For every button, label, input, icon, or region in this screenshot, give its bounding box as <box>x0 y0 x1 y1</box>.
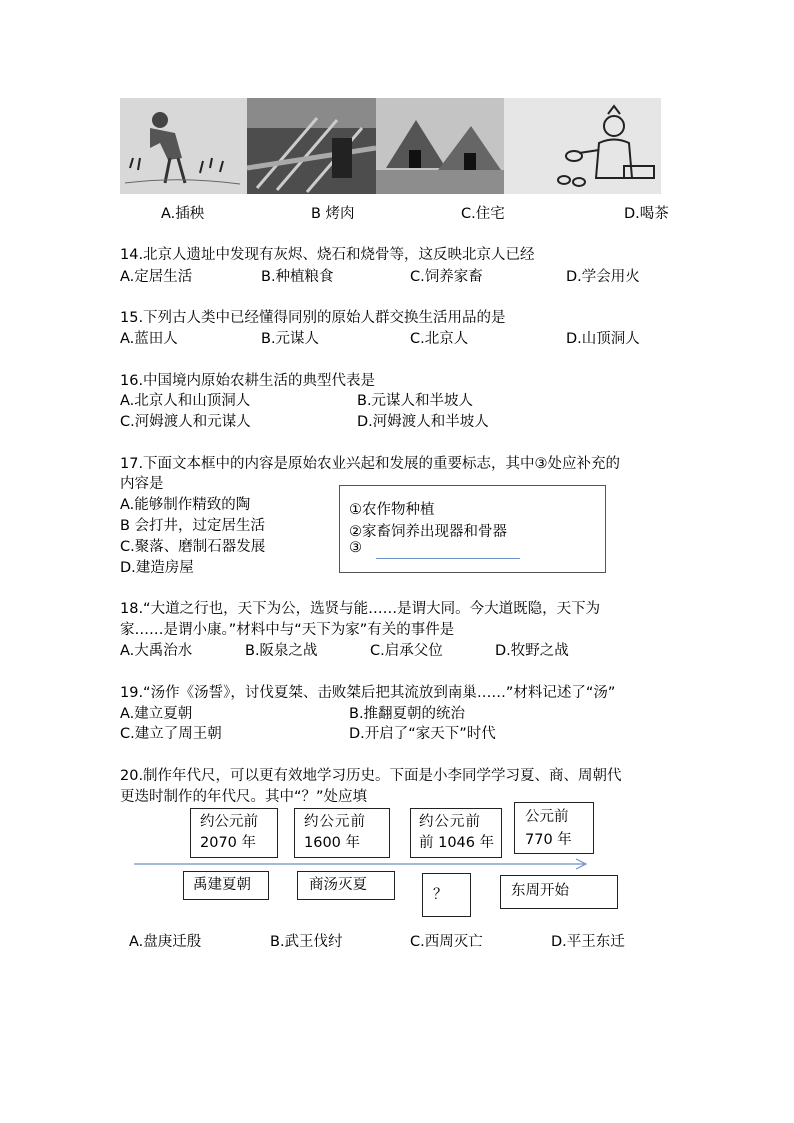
q17-blank-line <box>376 558 520 559</box>
question-16-stem: 16.中国境内原始农耕生活的典型代表是 <box>120 373 376 389</box>
question-17-stem-line1: 17.下面文本框中的内容是原始农业兴起和发展的重要标志，其中③处应补充的 <box>120 456 621 472</box>
q15-option-b: B.元谋人 <box>261 331 320 347</box>
q18-option-c: C.启承父位 <box>370 643 443 659</box>
q18-option-a: A.大禹治水 <box>120 643 193 659</box>
q14-option-c: C.饲养家畜 <box>410 269 483 285</box>
question-14-stem: 14.北京人遗址中发现有灰烬、烧石和烧骨等，这反映北京人已经 <box>120 247 535 263</box>
q19-option-a: A.建立夏朝 <box>120 706 193 722</box>
question-18-stem-line1: 18.“大道之行也，天下为公，选贤与能……是谓大同。今大道既隐，天下为 <box>120 601 601 617</box>
date-2-line2: 1600 年 <box>304 835 361 851</box>
q19-option-b: B.推翻夏朝的统治 <box>349 706 466 722</box>
date-4-line1: 公元前 <box>525 809 569 825</box>
q20-option-d: D.平王东迁 <box>551 934 625 950</box>
q19-option-c: C.建立了周王朝 <box>120 726 222 742</box>
q17-box-line-3: ③ <box>349 540 362 556</box>
q17-option-a: A.能够制作精致的陶 <box>120 497 251 513</box>
q19-option-d: D.开启了“家天下”时代 <box>349 726 496 742</box>
timeline-date-box-1 <box>190 808 278 858</box>
date-3-line1: 约公元前 <box>419 814 481 830</box>
q17-option-d: D.建造房屋 <box>120 560 194 576</box>
q17-box-line-2: ②家畜饲养出现器和骨器 <box>349 524 507 540</box>
date-2-line1: 约公元前 <box>304 814 366 830</box>
q16-option-c: C.河姆渡人和元谋人 <box>120 414 251 430</box>
timeline-date-box-3 <box>410 808 502 858</box>
timeline-arrow <box>134 857 594 871</box>
q15-option-a: A.蓝田人 <box>120 331 178 347</box>
question-18-stem-line2: 家……是谓小康。”材料中与“天下为家”有关的事件是 <box>120 622 455 638</box>
image-drinking-tea <box>504 98 661 194</box>
image-option-d: D.喝茶 <box>624 206 669 222</box>
date-4-line2: 770 年 <box>525 832 572 848</box>
q15-option-d: D.山顶洞人 <box>566 331 640 347</box>
question-20-stem-line1: 20.制作年代尺，可以更有效地学习历史。下面是小李同学学习夏、商、周朝代 <box>120 768 622 784</box>
q16-option-b: B.元谋人和半坡人 <box>357 393 474 409</box>
q17-option-b: B 会打井，过定居生活 <box>120 518 266 534</box>
timeline-date-box-2 <box>294 808 390 858</box>
timeline-date-box-4 <box>514 802 594 854</box>
q20-option-c: C.西周灭亡 <box>410 934 483 950</box>
question-15-stem: 15.下列古人类中已经懂得同别的原始人群交换生活用品的是 <box>120 310 506 326</box>
question-20-stem-line2: 更迭时制作的年代尺。其中“？”处应填 <box>120 789 368 805</box>
date-1-line1: 约公元前 <box>200 814 258 830</box>
q14-option-d: D.学会用火 <box>566 269 640 285</box>
q15-option-c: C.北京人 <box>410 331 469 347</box>
q14-option-b: B.种植粮食 <box>261 269 334 285</box>
q18-option-b: B.阪泉之战 <box>245 643 318 659</box>
event-4-label: 东周开始 <box>511 883 569 899</box>
date-1-line2: 2070 年 <box>200 835 257 851</box>
question-17-stem-line2: 内容是 <box>120 476 164 492</box>
q17-box-line-1: ①农作物种植 <box>349 502 435 518</box>
timeline-event-box-unknown <box>422 873 471 917</box>
image-roasting-meat <box>247 98 376 194</box>
q20-option-a: A.盘庚迁殷 <box>129 934 202 950</box>
q18-option-d: D.牧野之战 <box>495 643 569 659</box>
q16-option-d: D.河姆渡人和半坡人 <box>357 414 489 430</box>
timeline-event-box-2 <box>297 871 395 900</box>
timeline-event-box-4 <box>500 875 618 909</box>
q17-text-box <box>339 485 606 573</box>
q14-option-a: A.定居生活 <box>120 269 193 285</box>
q20-option-b: B.武王伐纣 <box>270 934 343 950</box>
event-1-label: 禹建夏朝 <box>193 877 251 893</box>
date-3-line2: 前 1046 年 <box>419 835 495 851</box>
q17-option-c: C.聚落、磨制石器发展 <box>120 539 266 555</box>
event-2-label: 商汤灭夏 <box>309 877 367 893</box>
image-dwellings <box>376 98 504 194</box>
q16-option-a: A.北京人和山顶洞人 <box>120 393 251 409</box>
event-3-question-mark: ？ <box>433 887 448 903</box>
image-option-a: A.插秧 <box>161 206 205 222</box>
image-option-b: B 烤肉 <box>311 206 355 222</box>
image-option-c: C.住宅 <box>461 206 505 222</box>
timeline-event-box-1 <box>183 871 269 900</box>
image-transplanting-rice <box>120 98 247 194</box>
question-19-stem: 19.“汤作《汤誓》，讨伐夏桀、击败桀后把其流放到南巢……”材料记述了“汤” <box>120 685 616 701</box>
